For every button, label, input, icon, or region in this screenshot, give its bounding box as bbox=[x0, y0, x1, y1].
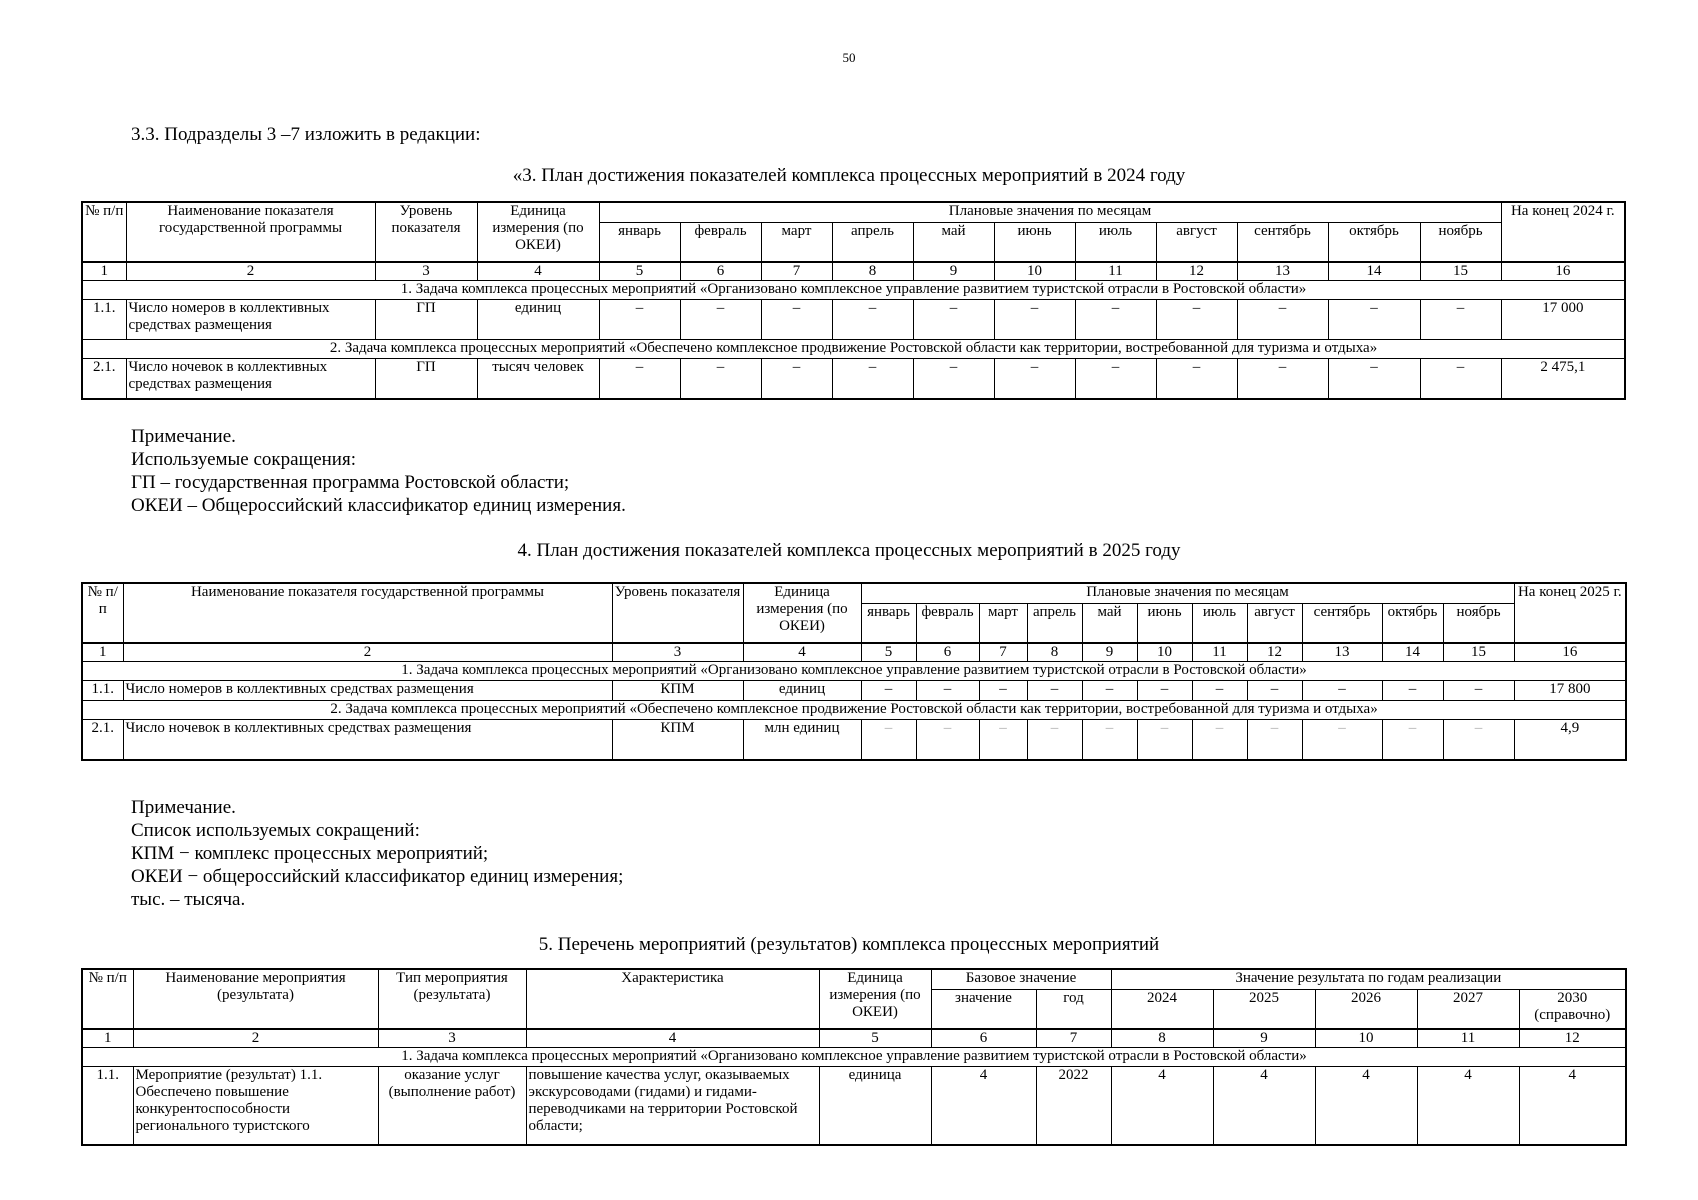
col-number: 8 bbox=[1027, 643, 1082, 662]
month-value: – bbox=[1382, 681, 1443, 701]
task-row: 2. Задача комплекса процессных мероприятий «Обеспечено комплексное продвижение Ростовской области как территории, востребованной для туризма и отдыха» bbox=[82, 340, 1625, 359]
month-value: – bbox=[994, 300, 1075, 340]
indicator-name: Число номеров в коллективных средствах размещения bbox=[123, 681, 612, 701]
year-value: 4 bbox=[1519, 1067, 1626, 1145]
row-number: 1.1. bbox=[82, 681, 123, 701]
month-header: апрель bbox=[832, 222, 913, 262]
month-header: апрель bbox=[1027, 603, 1082, 643]
month-header: сентябрь bbox=[1302, 603, 1382, 643]
col-number: 6 bbox=[931, 1029, 1036, 1048]
month-header: июль bbox=[1192, 603, 1247, 643]
col-number: 6 bbox=[680, 262, 761, 281]
month-value: – bbox=[861, 720, 916, 760]
month-header: октябрь bbox=[1328, 222, 1420, 262]
col-header-num: № п/п bbox=[82, 202, 126, 262]
note-line: Список используемых сокращений: bbox=[131, 820, 420, 841]
note-line: Примечание. bbox=[131, 797, 236, 818]
month-value: – bbox=[979, 681, 1027, 701]
col-number: 8 bbox=[832, 262, 913, 281]
indicator-name: Число ночевок в коллективных средствах размещения bbox=[126, 359, 375, 399]
col-number: 4 bbox=[477, 262, 599, 281]
page-number: 50 bbox=[842, 50, 856, 65]
col-header-num: № п/п bbox=[82, 969, 133, 1029]
measure-type: оказание услуг (выполнение работ) bbox=[378, 1067, 526, 1145]
month-value: – bbox=[761, 300, 832, 340]
month-value: – bbox=[1420, 359, 1501, 399]
month-value: – bbox=[599, 300, 680, 340]
col-number: 5 bbox=[599, 262, 680, 281]
month-value: – bbox=[1137, 681, 1192, 701]
indicator-level: ГП bbox=[375, 300, 477, 340]
col-header-end: На конец 2024 г. bbox=[1501, 202, 1625, 262]
month-header: март bbox=[979, 603, 1027, 643]
month-value: – bbox=[1247, 681, 1302, 701]
month-value: – bbox=[979, 720, 1027, 760]
month-value: – bbox=[1247, 720, 1302, 760]
col-number: 5 bbox=[861, 643, 916, 662]
col-number: 9 bbox=[913, 262, 994, 281]
note-line: ОКЕИ – Общероссийский классификатор единиц измерения. bbox=[131, 495, 626, 516]
col-number: 2 bbox=[133, 1029, 378, 1048]
col-header-plan: Плановые значения по месяцам bbox=[861, 583, 1514, 603]
task-row: 1. Задача комплекса процессных мероприятий «Организовано комплексное управление развитием туристской отрасли в Ростовской области» bbox=[82, 281, 1625, 300]
col-number: 14 bbox=[1382, 643, 1443, 662]
month-header: июль bbox=[1075, 222, 1156, 262]
year-header: 2025 bbox=[1213, 989, 1315, 1029]
month-value: – bbox=[1075, 300, 1156, 340]
month-value: – bbox=[1192, 720, 1247, 760]
indicator-level: ГП bbox=[375, 359, 477, 399]
month-header: июнь bbox=[1137, 603, 1192, 643]
month-header: август bbox=[1247, 603, 1302, 643]
month-header: май bbox=[1082, 603, 1137, 643]
col-header-years: Значение результата по годам реализации bbox=[1111, 969, 1626, 989]
month-header: январь bbox=[599, 222, 680, 262]
month-value: – bbox=[1137, 720, 1192, 760]
col-number: 1 bbox=[82, 262, 126, 281]
month-header: февраль bbox=[916, 603, 979, 643]
note-line: ОКЕИ − общероссийский классификатор единиц измерения; bbox=[131, 866, 624, 887]
year-value: 4 bbox=[1417, 1067, 1519, 1145]
col-header-unit: Единица измерения (по ОКЕИ) bbox=[743, 583, 861, 643]
col-number: 1 bbox=[82, 1029, 133, 1048]
col-number: 15 bbox=[1420, 262, 1501, 281]
col-number: 10 bbox=[994, 262, 1075, 281]
col-number: 4 bbox=[743, 643, 861, 662]
measure-unit: единица bbox=[819, 1067, 931, 1145]
col-header-level: Уровень показателя bbox=[612, 583, 743, 643]
month-header: июнь bbox=[994, 222, 1075, 262]
col-number: 9 bbox=[1082, 643, 1137, 662]
month-value: – bbox=[1382, 720, 1443, 760]
month-header: ноябрь bbox=[1420, 222, 1501, 262]
year-header: 2024 bbox=[1111, 989, 1213, 1029]
note-line: Примечание. bbox=[131, 426, 236, 447]
col-header-plan: Плановые значения по месяцам bbox=[599, 202, 1501, 222]
month-value: – bbox=[599, 359, 680, 399]
col-header-base-year: год bbox=[1036, 989, 1111, 1029]
end-value: 17 000 bbox=[1501, 300, 1625, 340]
month-value: – bbox=[1075, 359, 1156, 399]
section4-table bbox=[81, 582, 1627, 761]
month-value: – bbox=[1302, 720, 1382, 760]
month-value: – bbox=[1328, 300, 1420, 340]
month-value: – bbox=[916, 681, 979, 701]
month-value: – bbox=[1156, 359, 1237, 399]
col-number: 14 bbox=[1328, 262, 1420, 281]
section5-table bbox=[81, 968, 1627, 1146]
col-number: 2 bbox=[126, 262, 375, 281]
col-number: 11 bbox=[1417, 1029, 1519, 1048]
col-number: 4 bbox=[526, 1029, 819, 1048]
measure-name: Мероприятие (результат) 1.1. Обеспечено повышение конкурентоспособности регионального туристского bbox=[133, 1067, 378, 1145]
col-header-base: Базовое значение bbox=[931, 969, 1111, 989]
month-value: – bbox=[1237, 359, 1328, 399]
col-header-end: На конец 2025 г. bbox=[1514, 583, 1626, 643]
section4-title: 4. План достижения показателей комплекса процессных мероприятий в 2025 году bbox=[517, 540, 1181, 561]
month-value: – bbox=[1027, 681, 1082, 701]
note-line: КПМ − комплекс процессных мероприятий; bbox=[131, 843, 489, 864]
year-header: 2027 bbox=[1417, 989, 1519, 1029]
col-number: 11 bbox=[1075, 262, 1156, 281]
month-value: – bbox=[832, 300, 913, 340]
col-number: 16 bbox=[1501, 262, 1625, 281]
col-number: 7 bbox=[761, 262, 832, 281]
row-number: 2.1. bbox=[82, 720, 123, 760]
month-value: – bbox=[1443, 681, 1514, 701]
task-row: 2. Задача комплекса процессных мероприятий «Обеспечено комплексное продвижение Ростовской области как территории, востребованной для туризма и отдыха» bbox=[82, 701, 1626, 720]
col-header-name: Наименование показателя государственной программы bbox=[126, 202, 375, 262]
year-value: 4 bbox=[1213, 1067, 1315, 1145]
year-value: 4 bbox=[1111, 1067, 1213, 1145]
col-header-type: Тип мероприятия (результата) bbox=[378, 969, 526, 1029]
month-value: – bbox=[1082, 720, 1137, 760]
month-value: – bbox=[913, 300, 994, 340]
month-header: август bbox=[1156, 222, 1237, 262]
notes-block-1 bbox=[131, 425, 626, 517]
row-number: 2.1. bbox=[82, 359, 126, 399]
col-number: 3 bbox=[612, 643, 743, 662]
month-header: март bbox=[761, 222, 832, 262]
col-number: 5 bbox=[819, 1029, 931, 1048]
col-number: 9 bbox=[1213, 1029, 1315, 1048]
col-header-level: Уровень показателя bbox=[375, 202, 477, 262]
col-number: 2 bbox=[123, 643, 612, 662]
month-value: – bbox=[680, 300, 761, 340]
note-line: Используемые сокращения: bbox=[131, 449, 356, 470]
col-number: 15 bbox=[1443, 643, 1514, 662]
col-number: 8 bbox=[1111, 1029, 1213, 1048]
indicator-unit: единиц bbox=[743, 681, 861, 701]
col-number: 16 bbox=[1514, 643, 1626, 662]
month-value: – bbox=[916, 720, 979, 760]
col-number: 7 bbox=[979, 643, 1027, 662]
month-value: – bbox=[680, 359, 761, 399]
month-header: сентябрь bbox=[1237, 222, 1328, 262]
task-row: 1. Задача комплекса процессных мероприятий «Организовано комплексное управление развитием туристской отрасли в Ростовской области» bbox=[82, 1048, 1626, 1067]
indicator-level: КПМ bbox=[612, 720, 743, 760]
col-header-base-value: значение bbox=[931, 989, 1036, 1029]
col-number: 12 bbox=[1156, 262, 1237, 281]
col-header-name: Наименование показателя государственной программы bbox=[123, 583, 612, 643]
col-number: 11 bbox=[1192, 643, 1247, 662]
row-number: 1.1. bbox=[82, 1067, 133, 1145]
month-value: – bbox=[1328, 359, 1420, 399]
month-header: февраль bbox=[680, 222, 761, 262]
month-value: – bbox=[832, 359, 913, 399]
col-number: 13 bbox=[1237, 262, 1328, 281]
month-header: ноябрь bbox=[1443, 603, 1514, 643]
col-number: 7 bbox=[1036, 1029, 1111, 1048]
col-header-name: Наименование мероприятия (результата) bbox=[133, 969, 378, 1029]
end-value: 2 475,1 bbox=[1501, 359, 1625, 399]
col-number: 12 bbox=[1519, 1029, 1626, 1048]
col-number: 3 bbox=[375, 262, 477, 281]
month-value: – bbox=[1443, 720, 1514, 760]
note-line: ГП – государственная программа Ростовской области; bbox=[131, 472, 570, 493]
month-value: – bbox=[1027, 720, 1082, 760]
col-number: 1 bbox=[82, 643, 123, 662]
col-number: 3 bbox=[378, 1029, 526, 1048]
indicator-name: Число ночевок в коллективных средствах размещения bbox=[123, 720, 612, 760]
month-value: – bbox=[1420, 300, 1501, 340]
col-header-unit: Единица измерения (по ОКЕИ) bbox=[819, 969, 931, 1029]
year-value: 4 bbox=[1315, 1067, 1417, 1145]
end-value: 17 800 bbox=[1514, 681, 1626, 701]
month-value: – bbox=[1302, 681, 1382, 701]
month-value: – bbox=[994, 359, 1075, 399]
end-value: 4,9 bbox=[1514, 720, 1626, 760]
measure-characteristic: повышение качества услуг, оказываемых экскурсоводами (гидами) и гидами-переводчиками на территории Ростовской области; bbox=[526, 1067, 819, 1145]
col-number: 12 bbox=[1247, 643, 1302, 662]
section3-title: «3. План достижения показателей комплекса процессных мероприятий в 2024 году bbox=[512, 165, 1186, 186]
month-header: январь bbox=[861, 603, 916, 643]
col-number: 10 bbox=[1315, 1029, 1417, 1048]
month-value: – bbox=[1156, 300, 1237, 340]
month-header: май bbox=[913, 222, 994, 262]
month-value: – bbox=[761, 359, 832, 399]
intro-text: 3.3. Подразделы 3 –7 изложить в редакции: bbox=[131, 124, 481, 145]
indicator-level: КПМ bbox=[612, 681, 743, 701]
col-header-unit: Единица измерения (по ОКЕИ) bbox=[477, 202, 599, 262]
indicator-unit: единиц bbox=[477, 300, 599, 340]
month-value: – bbox=[1082, 681, 1137, 701]
col-number: 13 bbox=[1302, 643, 1382, 662]
base-year: 2022 bbox=[1036, 1067, 1111, 1145]
col-header-num: № п/п bbox=[82, 583, 123, 643]
year-header: 2030 (справочно) bbox=[1519, 989, 1626, 1029]
col-header-characteristic: Характеристика bbox=[526, 969, 819, 1029]
base-value: 4 bbox=[931, 1067, 1036, 1145]
month-value: – bbox=[1237, 300, 1328, 340]
month-value: – bbox=[913, 359, 994, 399]
col-number: 6 bbox=[916, 643, 979, 662]
indicator-unit: тысяч человек bbox=[477, 359, 599, 399]
month-header: октябрь bbox=[1382, 603, 1443, 643]
row-number: 1.1. bbox=[82, 300, 126, 340]
note-line: тыс. – тысяча. bbox=[131, 889, 246, 910]
indicator-unit: млн единиц bbox=[743, 720, 861, 760]
notes-block-2 bbox=[131, 796, 623, 911]
year-header: 2026 bbox=[1315, 989, 1417, 1029]
section5-title: 5. Перечень мероприятий (результатов) комплекса процессных мероприятий bbox=[538, 934, 1160, 955]
section3-table bbox=[81, 201, 1626, 400]
indicator-name: Число номеров в коллективных средствах размещения bbox=[126, 300, 375, 340]
task-row: 1. Задача комплекса процессных мероприятий «Организовано комплексное управление развитием туристской отрасли в Ростовской области» bbox=[82, 662, 1626, 681]
month-value: – bbox=[1192, 681, 1247, 701]
col-number: 10 bbox=[1137, 643, 1192, 662]
month-value: – bbox=[861, 681, 916, 701]
